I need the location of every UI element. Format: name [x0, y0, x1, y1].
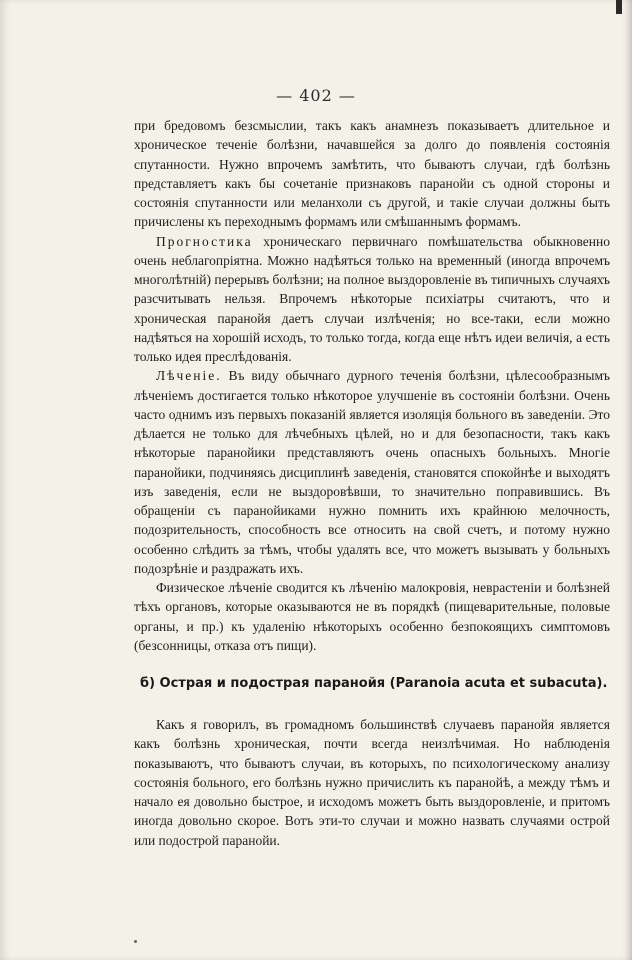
body-text: [134, 116, 610, 850]
paragraph-2-body: хроническаго первичнаго помѣшательства обыкновенно очень неблагопріятна. Можно надѣяться только на временный (иногда впрочемъ многолѣтній) перерывъ болѣзни; на полное выздоровленіе въ типичныхъ случаяхъ разсчитывать нельзя. Впрочемъ нѣкоторые психіатры считаютъ, что и хроническая паранойя даетъ случаи излѣченія; но все-таки, если можно надѣяться на хорошій исходъ, то только тогда, когда еще нѣтъ идеи величія, а есть только идея преслѣдованія.: [134, 233, 610, 364]
paragraph-3-lead: Лѣченіе.: [156, 368, 222, 384]
section-heading: б) Острая и подострая паранойя (Paranoia acuta et subacuta).: [140, 676, 608, 691]
paragraph-2: [134, 232, 610, 367]
paragraph-1: при бредовомъ безсмыслии, такъ какъ анамнезъ показываетъ длительное и хроническое теченіе болѣзни, начавшейся за долго до появленія состоянія спутанности. Нужно впрочемъ замѣтить, что бываютъ случаи, гдѣ болѣзнь представляетъ какъ бы сочетаніе признаковъ паранойи съ одной стороны и состоянія спутанности или меланхоли съ другой, и такіе случаи должны быть причислены къ переходнымъ формамъ или смѣшаннымъ формамъ.: [134, 118, 610, 230]
paragraph-4: Физическое лѣченіе сводится къ лѣченію малокровія, неврастеніи и болѣзней тѣхъ органовъ, которые оказываются не въ порядкѣ (пищеварительные, половые органы, и пр.) къ удаленію нѣкоторыхъ особенно безпокоящихъ симптомовъ (безсонницы, отказа отъ пищи).: [134, 580, 610, 653]
paragraph-2-lead: Прогностика: [156, 233, 253, 249]
paragraph-3-body: Въ виду обычнаго дурного теченія болѣзни, цѣлесообразнымъ лѣченіемъ достигается только нѣкоторое улучшеніе въ состояніи болѣзни. Очень часто однимъ изъ первыхъ показаній является изоляція больного въ заведеніи. Это дѣлается не только для лѣчебныхъ цѣлей, но и для безопасности, такъ какъ нѣкоторые паранойики представляютъ очень опасныхъ больныхъ. Многіе паранойики, подчиняясь дисциплинѣ заведенія, становятся спокойнѣе и выходятъ изъ заведенія, если не выздоровѣвши, то значительно поправившись. Въ обращеніи съ паранойиками нужно помнить ихъ крайнюю мелочность, подозрительность, способность все относить на свой счетъ, и потому нужно особенно слѣдить за тѣмъ, чтобы удалять все, что можетъ вызывать у больныхъ подозрѣніе и раздражать ихъ.: [134, 368, 610, 576]
paragraph-3: [134, 366, 610, 578]
page-edge-mark: [616, 0, 622, 14]
page-number: — 402 —: [276, 86, 356, 105]
paragraph-5: Какъ я говорилъ, въ громадномъ большинствѣ случаевъ паранойя является какъ болѣзнь хроническая, почти всегда неизлѣчимая. Но наблюденія показываютъ, что бываютъ случаи, въ которыхъ, по психологическому анализу состоянія больного, его болѣзнь нужно причислить къ паранойѣ, а между тѣмъ и начало ея довольно быстрое, и исходомъ можетъ быть выздоровленіе, и притомъ иногда довольно скорое. Вотъ эти-то случаи и можно назвать случаями острой или подострой паранойи.: [134, 717, 610, 848]
ink-speck: [134, 940, 137, 943]
